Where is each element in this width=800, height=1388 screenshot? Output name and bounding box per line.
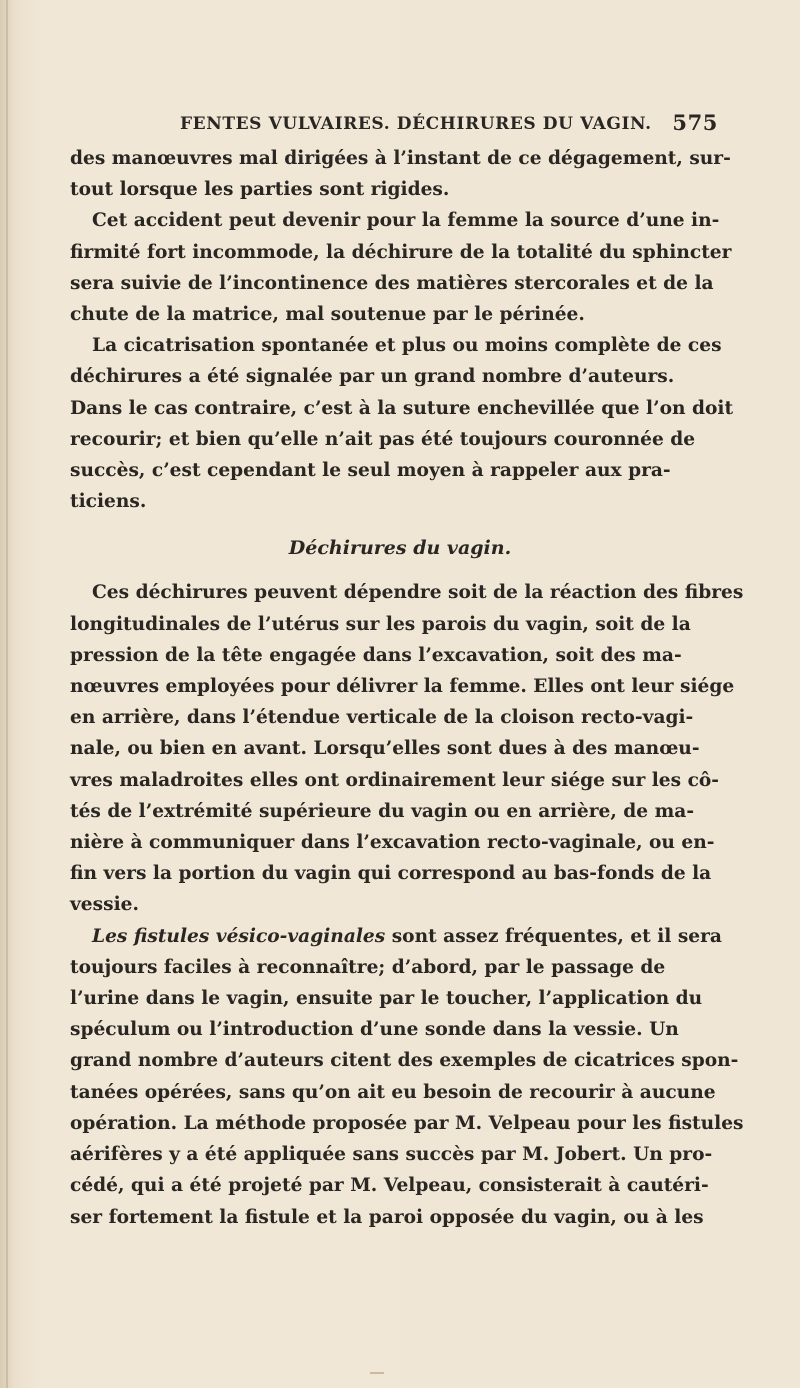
text-line: Cet accident peut devenir pour la femme la source d’une in- [92,210,720,232]
text-line: La cicatrisation spontanée et plus ou moins complète de ces [92,335,722,357]
text-line: fin vers la portion du vagin qui correspond au bas-fonds de la [70,863,712,885]
italic-term: Les fistules vésico-vaginales [92,925,386,947]
text-line: toujours faciles à reconnaître; d’abord, par le passage de [70,956,666,978]
paragraph [70,577,744,920]
text-line: ticiens. [70,491,147,513]
text-line [70,921,730,952]
paragraph [70,330,734,517]
text-line: nière à communiquer dans l’excavation recto-vaginale, ou en- [70,832,715,854]
page-header [70,110,718,138]
text-line: aérifères y a été appliquée sans succès par M. Jobert. Un pro- [70,1144,713,1166]
text-line: cédé, qui a été projeté par M. Velpeau, consisterait à cautéri- [70,1175,709,1197]
text-line: succès, c’est cependant le seul moyen à rappeler aux pra- [70,460,671,482]
page-gutter [6,0,8,1388]
text-line: spéculum ou l’introduction d’une sonde dans la vessie. Un [70,1019,679,1041]
text-line: opération. La méthode proposée par M. Velpeau pour les fistules [70,1112,744,1134]
text-line: nale, ou bien en avant. Lorsqu’elles sont dues à des manœu- [70,738,700,760]
text-line: l’urine dans le vagin, ensuite par le toucher, l’application du [70,988,703,1010]
section-heading: Déchirures du vagin. [288,537,512,560]
text-line: déchirures a été signalée par un grand nombre d’auteurs. [70,366,675,388]
text-line: pression de la tête engagée dans l’excavation, soit des ma- [70,644,682,666]
text-line: chute de la matrice, mal soutenue par le périnée. [70,304,585,326]
text-line: firmité fort incommode, la déchirure de la totalité du sphincter [70,241,732,263]
text-line: tout lorsque les parties sont rigides. [70,179,450,201]
text-line: vessie. [70,894,139,916]
paper-mark [370,1372,384,1374]
page-number: 575 [672,110,718,135]
text-line: recourir; et bien qu’elle n’ait pas été toujours couronnée de [70,428,696,450]
text-line: Ces déchirures peuvent dépendre soit de la réaction des fibres [92,582,744,604]
body-text [70,143,744,1233]
text-line: grand nombre d’auteurs citent des exemples de cicatrices spon- [70,1050,739,1072]
text-line: sera suivie de l’incontinence des matières stercorales et de la [70,272,714,294]
running-title: FENTES VULVAIRES. DÉCHIRURES DU VAGIN. [180,114,652,134]
text-line: tés de l’extrémité supérieure du vagin ou en arrière, de ma- [70,800,695,822]
text-line: vres maladroites elles ont ordinairement leur siége sur les cô- [70,769,720,791]
text-line: des manœuvres mal dirigées à l’instant de ce dégagement, sur- [70,148,731,169]
text-line: en arrière, dans l’étendue verticale de la cloison recto-vagi- [70,707,694,729]
text-line: nœuvres employées pour délivrer la femme. Elles ont leur siége [70,676,735,698]
text-line: Dans le cas contraire, c’est à la suture enchevillée que l’on doit [70,397,734,419]
paragraph [70,205,730,330]
paragraph [70,921,744,1233]
text-line: ser fortement la fistule et la paroi opposée du vagin, ou à les [70,1206,704,1228]
text-line: tanées opérées, sans qu’on ait eu besoin de recourir à aucune [70,1081,716,1103]
text-fragment: sont assez fréquentes, et il sera [385,925,722,947]
paragraph [70,143,730,205]
text-line: longitudinales de l’utérus sur les parois du vagin, soit de la [70,613,691,635]
